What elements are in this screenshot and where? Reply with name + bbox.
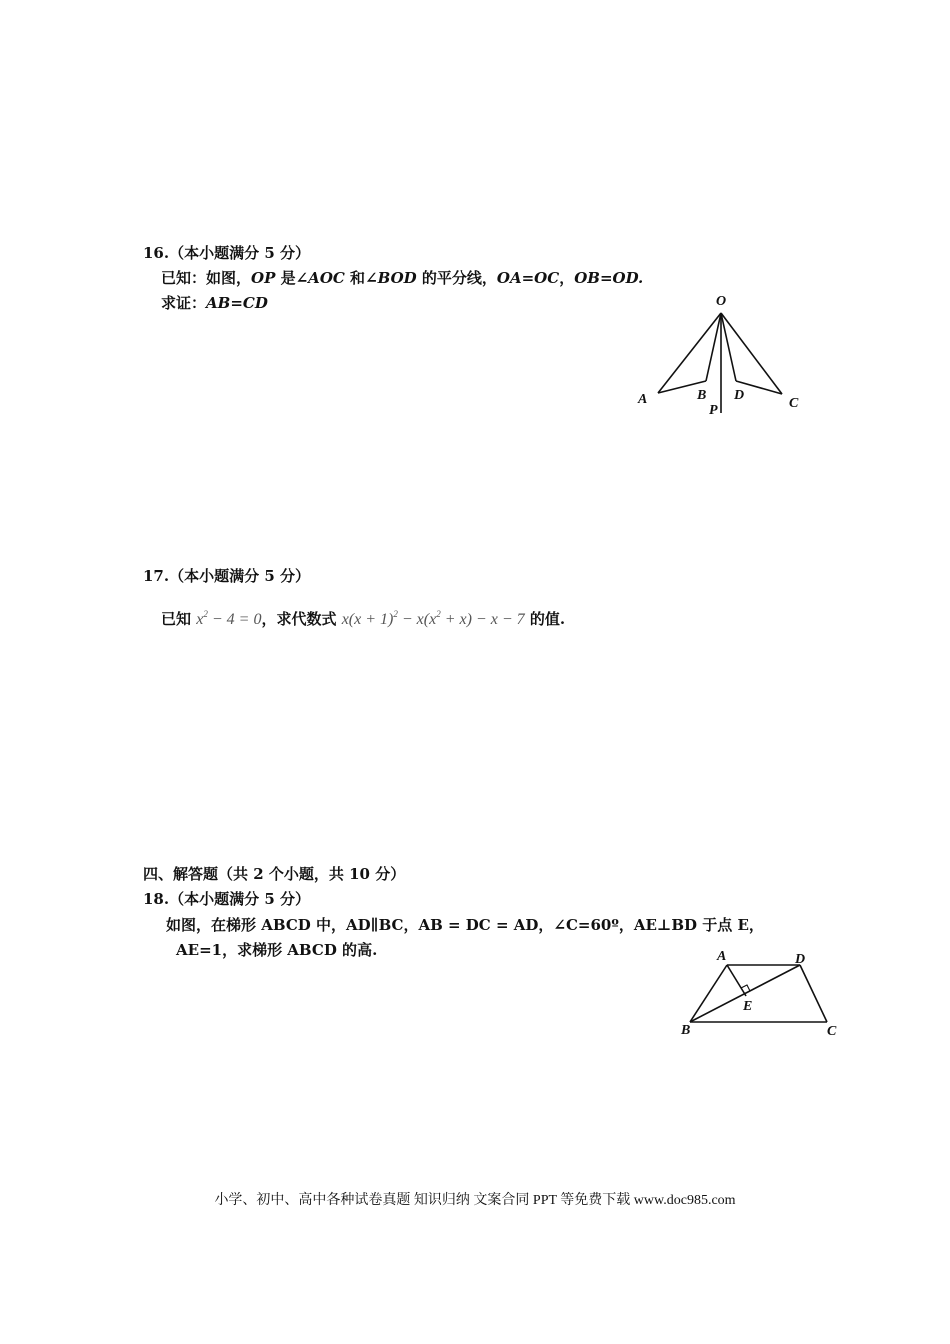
q16-given xyxy=(161,267,643,289)
q17-cond-right: − 4 = 0 xyxy=(207,611,262,628)
q16-prove xyxy=(161,292,268,314)
label-o: O xyxy=(716,294,727,309)
q17-cond-x: x xyxy=(196,611,204,628)
q16-op: OP xyxy=(251,269,276,287)
q17-expr-part1: x(x + 1) xyxy=(341,611,394,628)
q18-line2: AE=1，求梯形 ABCD 的高. xyxy=(176,941,378,959)
q17-suffix: 的值. xyxy=(524,610,566,628)
segment-ae xyxy=(727,965,746,996)
q16-t4: ， xyxy=(559,269,575,287)
q17-expr-part2: − x(x xyxy=(397,611,437,628)
q17-text xyxy=(161,603,565,631)
label-e: E xyxy=(743,999,753,1014)
q18-figure xyxy=(670,945,850,1045)
segment-ab xyxy=(690,965,727,1022)
label-c: C xyxy=(827,1024,837,1039)
section4-heading: 四、解答题（共 2 个小题，共 10 分） xyxy=(143,865,406,883)
q16-t2: 和 xyxy=(344,269,366,287)
q16-angle-bod: ∠BOD xyxy=(365,269,417,287)
q17-prefix: 已知 xyxy=(161,610,192,628)
q16-t3: 的平分线， xyxy=(416,269,497,287)
label-b: B xyxy=(697,388,707,403)
q16-given-prefix: 已知：如图， xyxy=(161,269,252,287)
label-a: A xyxy=(717,949,727,964)
label-d: D xyxy=(734,388,745,403)
label-c: C xyxy=(789,396,799,411)
q18-figure-lines xyxy=(690,965,827,1022)
label-b: B xyxy=(681,1023,691,1038)
q17-expr-exp1: 2 xyxy=(393,609,398,619)
q17-expression xyxy=(342,611,525,628)
q17-mid: ，求代数式 xyxy=(261,610,337,628)
label-p: P xyxy=(709,403,718,418)
q17-expr-part3: + x) − x − 7 xyxy=(440,611,525,628)
label-d: D xyxy=(795,952,806,967)
q17-cond-exp: 2 xyxy=(203,609,208,619)
q16-eq1: OA=OC xyxy=(496,269,560,287)
q17-expr-exp2: 2 xyxy=(436,609,441,619)
q16-prove-prefix: 求证： xyxy=(161,294,207,312)
segment-dc xyxy=(800,965,827,1022)
label-a: A xyxy=(638,392,648,407)
q16-prove-eq: AB=CD xyxy=(206,294,268,312)
q16-heading: 16.（本小题满分 5 分） xyxy=(143,244,310,262)
q16-t1: 是 xyxy=(275,269,296,287)
q16-figure-lines xyxy=(658,313,782,413)
q18-line1: 如图，在梯形 ABCD 中，AD∥BC，AB = DC = AD，∠C=60º，AE⊥BD 于点 E， xyxy=(166,916,764,934)
q17-heading: 17.（本小题满分 5 分） xyxy=(143,567,310,585)
q16-eq2: OB=OD. xyxy=(574,269,644,287)
q17-condition xyxy=(196,611,261,628)
q16-angle-aoc: ∠AOC xyxy=(295,269,345,287)
footer-text: 小学、初中、高中各种试卷真题 知识归纳 文案合同 PPT 等免费下载 www.doc985.com xyxy=(214,1193,736,1208)
q18-heading: 18.（本小题满分 5 分） xyxy=(143,890,310,908)
q16-figure xyxy=(630,285,810,420)
